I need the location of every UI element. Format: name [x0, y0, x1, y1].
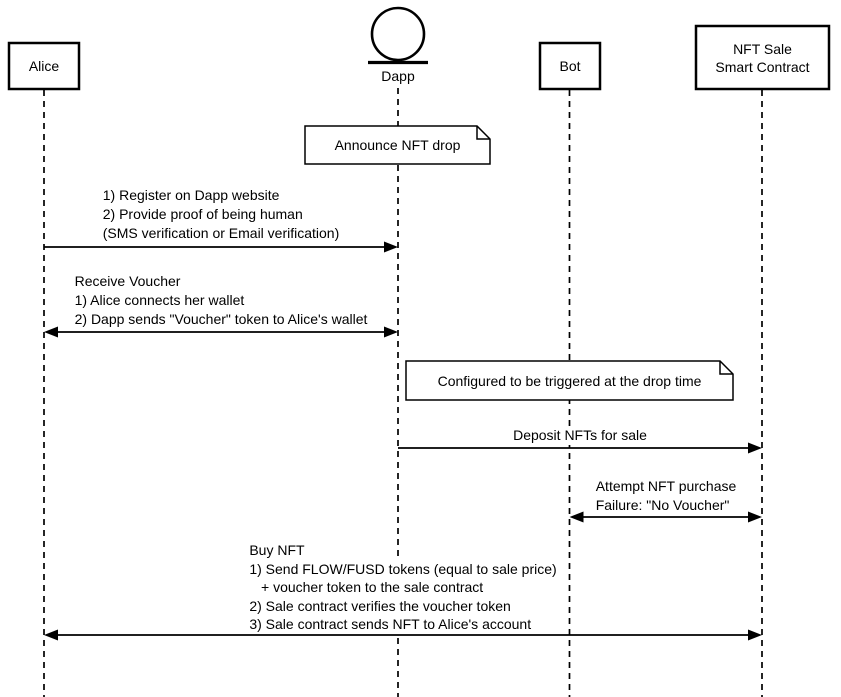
- message-line: 3) Sale contract sends NFT to Alice's account: [249, 616, 532, 632]
- message-register-label: [103, 186, 340, 243]
- message-line: + voucher token to the sale contract: [249, 579, 484, 595]
- actor-label-alice: [8, 42, 80, 90]
- actor-name-line: Smart Contract: [715, 58, 810, 75]
- message-line: Receive Voucher: [74, 273, 181, 289]
- message-voucher-label: [75, 272, 368, 329]
- message-line: 1) Alice connects her wallet: [74, 292, 245, 308]
- message-line: (SMS verification or Email verification): [102, 225, 340, 241]
- actor-label-bot: [539, 42, 601, 90]
- actor-name: Dapp: [381, 68, 415, 84]
- actor-label-nft-sale: [695, 25, 830, 90]
- actor-name: Alice: [28, 58, 60, 74]
- message-line: Failure: "No Voucher": [595, 497, 730, 513]
- message-line: Deposit NFTs for sale: [513, 427, 647, 443]
- actor-name: Bot: [559, 58, 581, 74]
- actor-name-line: NFT Sale: [733, 40, 792, 57]
- note-announce-label: Announce NFT drop: [334, 137, 461, 153]
- message-buy-label: [249, 541, 556, 634]
- message-line: Buy NFT: [249, 542, 305, 558]
- actor-label-dapp: [358, 66, 438, 86]
- message-line: 1) Send FLOW/FUSD tokens (equal to sale price): [249, 560, 557, 577]
- message-line: 2) Provide proof of being human: [102, 206, 303, 222]
- note-configured-label: Configured to be triggered at the drop time: [437, 372, 702, 389]
- message-deposit-label: [513, 426, 647, 445]
- message-line: 2) Sale contract verifies the voucher token: [249, 597, 511, 614]
- message-line: 1) Register on Dapp website: [102, 187, 280, 203]
- message-attempt-label: [596, 477, 737, 515]
- message-line: 2) Dapp sends "Voucher" token to Alice's wallet: [74, 311, 368, 327]
- message-line: Attempt NFT purchase: [595, 478, 737, 494]
